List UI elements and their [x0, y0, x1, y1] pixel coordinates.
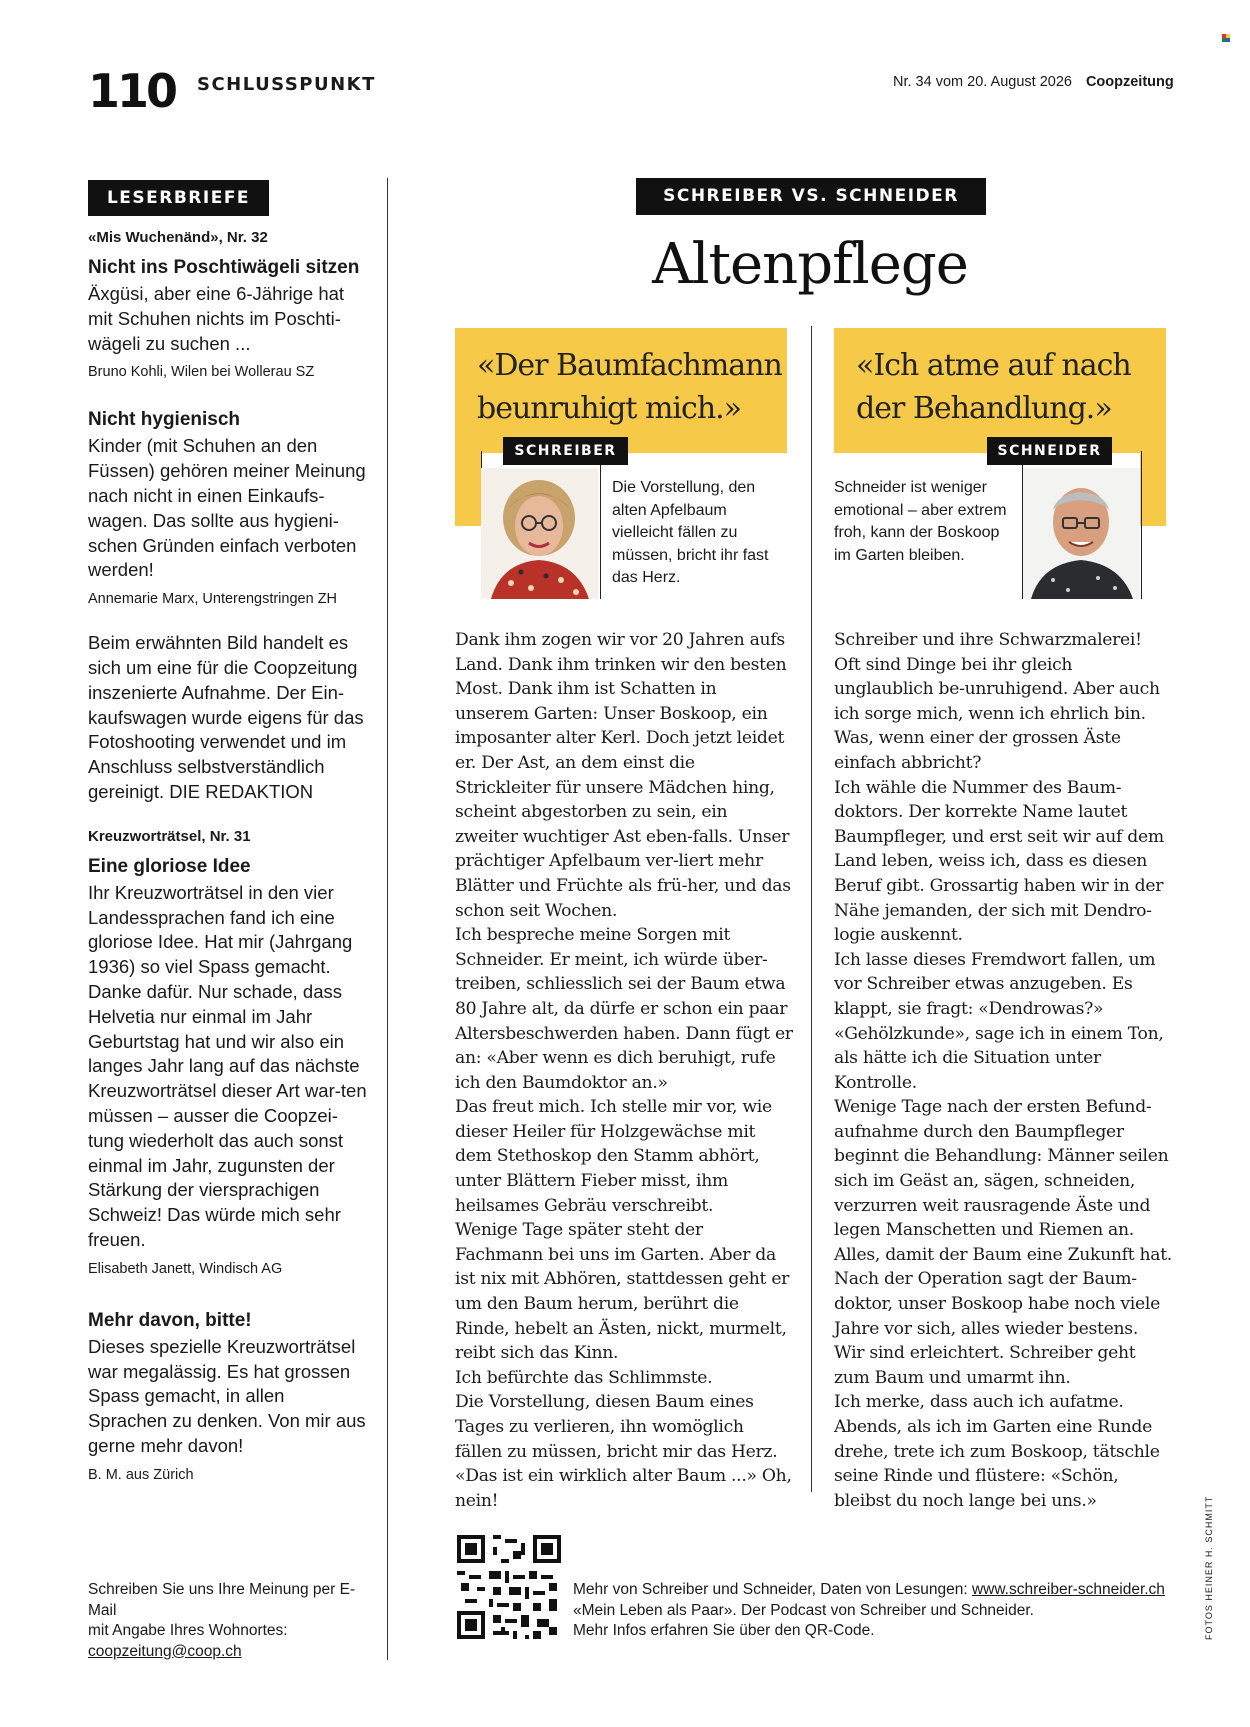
- quote-box-schreiber: [455, 328, 787, 453]
- photo-credit-text: FOTOS HEINER H. SCHMITT: [1204, 1495, 1214, 1640]
- body-paragraph: Das freut mich. Ich stelle mir vor, wie dieser Heiler für Holzgewächse mit dem Stethoskop den Stamm abhört, unter Blättern Fieber misst, ihm heilsames Gebräu verschreibt.: [455, 1097, 772, 1216]
- column-divider-left: [387, 178, 388, 1660]
- publication-name: Coopzeitung: [1085, 74, 1174, 90]
- contact-email-link[interactable]: coopzeitung@coop.ch: [88, 1642, 242, 1660]
- letter-item: [88, 855, 368, 1279]
- issue-info: [893, 72, 1174, 92]
- footer-line: Mehr Infos erfahren Sie über den QR-Code.: [573, 1622, 875, 1639]
- qr-code-icon[interactable]: [457, 1535, 561, 1639]
- body-paragraph: Ich wähle die Nummer des Baum-doktors. Der korrekte Name lautet Baumpfleger, und erst seit wir auf dem Land leben, weiss ich, dass es diesen Beruf gibt. Grossartig haben wir in der Nähe jemanden, der sich mit Dendro-logie auskennt.: [834, 777, 1164, 946]
- letter-author: Annemarie Marx, Unterengstringen ZH: [88, 591, 338, 608]
- color-dots-icon: [1222, 34, 1230, 42]
- letter-body: Kinder (mit Schuhen an den Füssen) gehören meiner Meinung nach nicht in einen Einkaufs-wagen. Das sollte aus hygieni-schen Gründen einfach verboten werden!: [88, 435, 366, 581]
- body-paragraph: Ich merke, dass auch ich aufatme. Abends, als ich im Garten eine Runde drehe, trete ich zum Boskoop, tätschle seine Rinde und flüstere: «Schön, bleibst du noch lange bei uns.»: [834, 1392, 1160, 1511]
- author-tag-schneider: SCHNEIDER: [987, 437, 1112, 465]
- letter-headline: Nicht hygienisch: [88, 409, 241, 431]
- footer-line: [573, 1580, 1165, 1601]
- letter-author: B. M. aus Zürich: [88, 1466, 194, 1483]
- letter-source: «Mis Wuchenänd», Nr. 32: [88, 229, 268, 246]
- letter-item: [88, 256, 368, 382]
- page-number: 110: [88, 64, 176, 118]
- body-paragraph: Schreiber und ihre Schwarzmalerei! Oft sind Dinge bei ihr gleich unglaublich be-unruhigend. Aber auch ich sorge mich, wenn ich ehrlich bin. Was, wenn einer der grossen Äste einfach abbricht?: [834, 630, 1160, 773]
- website-link[interactable]: www.schreiber-schneider.ch: [971, 1581, 1165, 1598]
- letter-item: [88, 408, 368, 609]
- body-paragraph: Ich lasse dieses Fremdwort fallen, um vor Schreiber etwas anzugeben. Es klappt, sie fragt: «Dendrowas?» «Gehölzkunde», sage ich in einem Ton, als hätte ich die Situation unter Kontrolle.: [834, 949, 1164, 1093]
- body-paragraph: Nach der Operation sagt der Baum-doktor, unser Boskoop habe noch viele Jahre vor sich, alles wieder bestens. Wir sind erleichtert. Schreiber geht zum Baum und umarmt ihn.: [834, 1269, 1160, 1388]
- portrait-schreiber: [481, 468, 598, 599]
- letters-label: LESERBRIEFE: [88, 180, 269, 216]
- letter-headline: Eine gloriose Idee: [88, 855, 251, 877]
- article-title: Altenpflege: [652, 232, 968, 297]
- author-tag-schreiber: SCHREIBER: [503, 437, 628, 465]
- body-paragraph: Dank ihm zogen wir vor 20 Jahren aufs Land. Dank ihm trinken wir den besten Most. Dank ihm ist Schatten in unserem Garten: Unser Boskoop, ein imposanter alter Kerl. Doch jetzt leidet er. Der Ast, an dem einst die Strickleiter für unsere Mädchen hing, scheint abgestorben zu sein, ein zweiter wuchtiger Ast eben-falls. Unser prächtiger Apfelbaum ver-liert mehr Blätter und Früchte als frü-her, und das schon seit Wochen.: [455, 630, 791, 921]
- letter-author: Bruno Kohli, Wilen bei Wollerau SZ: [88, 364, 315, 381]
- letter-headline: Mehr davon, bitte!: [88, 1309, 252, 1331]
- body-paragraph: Wenige Tage nach der ersten Befund-aufnahme durch den Baumpfleger beginnt die Behandlung: Männer seilen sich im Geäst an, sägen, schneiden, verzurren weit rausragende Äste und legen Manschetten und Riemen an. Alles, damit der Baum eine Zukunft hat.: [834, 1097, 1172, 1265]
- letter-author: Elisabeth Janett, Windisch AG: [88, 1260, 283, 1277]
- letter-body: Ihr Kreuzworträtsel in den vier Landessprachen fand ich eine gloriose Idee. Hat mir (Jahrgang 1936) so viel Spass gemacht. Danke dafür. Nur schade, dass Helvetia nur einmal im Jahr Geburtstag hat und wir also ein langes Jahr lang auf das nächste Kreuzworträtsel dieser Art war-ten müssen – ausser die Coopzei-tung wiederholt das auch sonst einmal im Jahr, zugunsten der Stärkung der viersprachigen Schweiz! Das würde mich sehr freuen.: [88, 881, 367, 1250]
- body-paragraph: Ich bespreche meine Sorgen mit Schneider. Er meint, ich würde über-treiben, schliesslich sei der Baum etwa 80 Jahre alt, da dürfe er schon ein paar Altersbeschwerden haben. Dann fügt er an: «Aber wenn es dich beruhigt, rufe ich den Baumdoktor an.»: [455, 925, 793, 1093]
- footer-info: [573, 1580, 1165, 1642]
- body-paragraph: Ich befürchte das Schlimmste.: [455, 1367, 713, 1388]
- portrait-schneider: [1023, 468, 1140, 599]
- photo-caption: Die Vorstellung, den alten Apfelbaum vielleicht fällen zu müssen, bricht ihr fast das Herz.: [612, 479, 769, 586]
- letters-column: [88, 228, 368, 1485]
- body-paragraph: Wenige Tage später steht der Fachmann bei uns im Garten. Aber da ist nix mit Abhören, stattdessen geht er um den Baum herum, berührt die Rinde, hebelt an Ästen, nickt, murmelt, reibt sich das Kinn.: [455, 1220, 790, 1364]
- letter-headline: Nicht ins Poschtiwägeli sitzen: [88, 257, 360, 278]
- footer-line-text: Mehr von Schreiber und Schneider, Daten von Lesungen:: [573, 1581, 972, 1598]
- editor-note: Beim erwähnten Bild handelt es sich um eine für die Coopzeitung inszenierte Aufnahme. Der Ein-kaufswagen wurde eigens für das Fotoshooting verwendet und im Anschluss selbstverständlich gereinigt. DIE REDAKTION: [88, 632, 364, 802]
- letter-body: Dieses spezielle Kreuzworträtsel war megalässig. Es hat grossen Spass gemacht, in allen Sprachen zu denken. Von mir aus gerne mehr davon!: [88, 1335, 366, 1456]
- photo-credit: [1202, 1495, 1222, 1640]
- photo-caption: Schneider ist weniger emotional – aber extrem froh, kann der Boskoop im Garten bleiben.: [834, 479, 1007, 564]
- contact-line: mit Angabe Ihres Wohnortes:: [88, 1622, 288, 1639]
- quote-box-schneider: [834, 328, 1166, 453]
- body-paragraph: Die Vorstellung, diesen Baum eines Tages zu verlieren, ihn womöglich fällen zu müssen, bricht mir das Herz. «Das ist ein wirklich alter Baum ...» Oh, nein!: [455, 1392, 792, 1511]
- letter-body: Äxgüsi, aber eine 6-Jährige hat mit Schuhen nichts im Poschti-wägeli zu suchen ...: [88, 283, 345, 354]
- footer-line: «Mein Leben als Paar». Der Podcast von Schreiber und Schneider.: [573, 1601, 1034, 1619]
- quote-accent-schreiber: [455, 453, 482, 526]
- article-body-schneider: [834, 628, 1172, 1513]
- column-divider-center: [811, 326, 812, 1492]
- letter-source: Kreuzworträtsel, Nr. 31: [88, 827, 251, 845]
- letter-item: [88, 1309, 368, 1485]
- column-rubric: SCHREIBER VS. SCHNEIDER: [636, 178, 986, 215]
- contact-info: [88, 1580, 378, 1662]
- issue-date: Nr. 34 vom 20. August 2026: [893, 74, 1072, 90]
- contact-line: Schreiben Sie uns Ihre Meinung per E-Mail: [88, 1581, 356, 1619]
- article-body-schreiber: [455, 628, 793, 1513]
- section-title: SCHLUSSPUNKT: [197, 74, 376, 95]
- quote-accent-schneider: [1140, 453, 1166, 526]
- pull-quote: «Ich atme auf nach der Behandlung.»: [856, 348, 1131, 426]
- pull-quote: «Der Baumfachmann beunruhigt mich.»: [477, 348, 782, 426]
